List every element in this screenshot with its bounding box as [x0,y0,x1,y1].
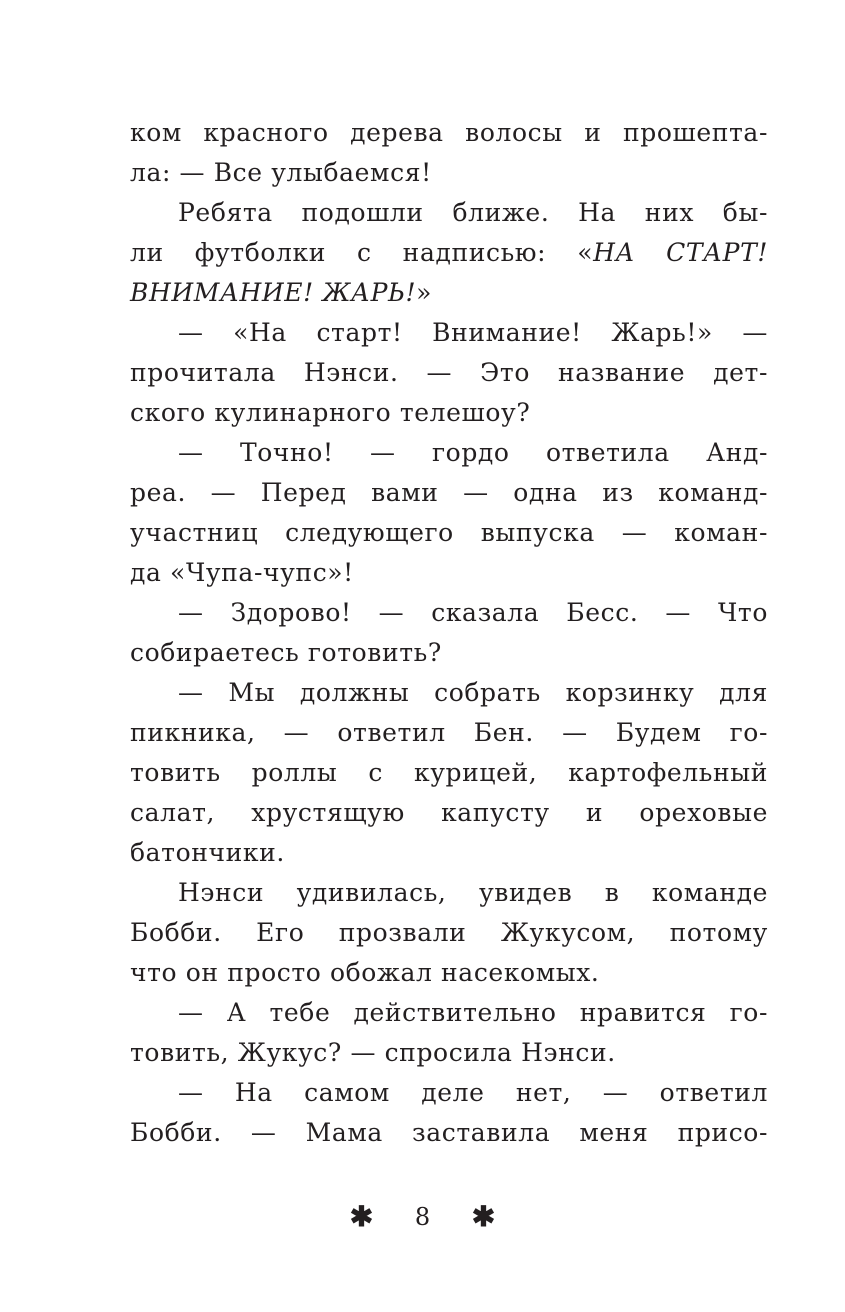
text-line: — Точно! — гордо ответила Анд- [178,438,768,467]
text-line: салат, хрустящую капусту и ореховые [130,798,768,827]
text-line: товить, Жукус? — спросила Нэнси. [130,1038,616,1067]
text-line: Бобби. Его прозвали Жукусом, потому [130,918,768,947]
text-line: — Мы должны собрать корзинку для [178,678,768,707]
text-line: реа. — Перед вами — одна из команд- [130,478,768,507]
text-line: ком красного дерева волосы и прошепта- [130,118,768,147]
star-ornament-icon: ✱ [471,1200,496,1233]
italic-span: ВНИМАНИЕ! ЖАРЬ! [130,278,417,307]
text-line: что он просто обожал насекомых. [130,958,600,987]
text-line: Нэнси удивилась, увидев в команде [178,878,768,907]
text-line: — А тебе действительно нравится го- [178,998,768,1027]
text-line: ла: — Все улыбаемся! [130,158,432,187]
text-line: да «Чупа-чупс»! [130,558,354,587]
star-ornament-icon: ✱ [349,1200,374,1233]
text-line: ского кулинарного телешоу? [130,398,531,427]
text-line [130,233,768,273]
text-line: прочитала Нэнси. — Это название дет- [130,358,768,387]
text-line [130,273,768,313]
text-line: пикника, — ответил Бен. — Будем го- [130,718,768,747]
page-footer [0,1200,845,1233]
text-line: Бобби. — Мама заставила меня присо- [130,1118,768,1147]
text-line: батончики. [130,838,285,867]
text-line: — На самом деле нет, — ответил [178,1078,768,1107]
page-body-text [130,113,768,1153]
text-line: товить роллы с курицей, картофельный [130,758,768,787]
text-line: собираетесь готовить? [130,638,442,667]
text-line: Ребята подошли ближе. На них бы- [178,198,768,227]
text-line: — Здорово! — сказала Бесс. — Что [178,598,768,627]
italic-span: НА СТАРТ! [593,238,768,267]
text-line: участниц следующего выпуска — коман- [130,518,768,547]
text-span: » [416,278,432,307]
text-span: ли футболки с надписью: « [130,238,594,267]
page-number: 8 [414,1202,431,1231]
text-line: — «На старт! Внимание! Жарь!» — [178,318,768,347]
